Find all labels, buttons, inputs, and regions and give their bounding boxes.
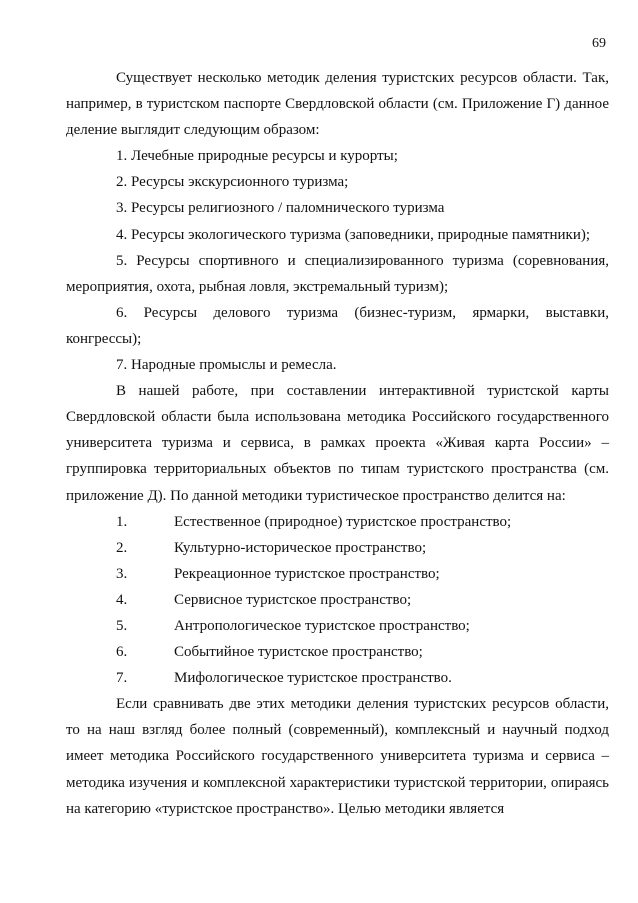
list-item-text: Рекреационное туристское пространство;: [174, 565, 440, 582]
list-item: [66, 535, 609, 561]
method-paragraph: В нашей работе, при составлении интерактивной туристской карты Свердловской области была использована методика Российского государственного университета туризма и сервиса, в рамках проекта «Живая карта России» – группировка территориальных объектов по типам туристского пространства (см. приложение Д). По данной методики туристическое пространство делится на:: [66, 383, 609, 504]
body-text: [66, 65, 609, 822]
list-item: 1. Лечебные природные ресурсы и курорты;: [116, 148, 398, 165]
resource-list: [66, 143, 609, 378]
list-item-number: 4.: [116, 591, 128, 608]
list-item-text: Культурно-историческое пространство;: [174, 539, 427, 556]
conclusion-paragraph: Если сравнивать две этих методики деления туристских ресурсов области, то на наш взгляд более полный (современный), комплексный и научный подход имеет методика Российского государственного университета туризма и сервиса – методика изучения и комплексной характеристики туристской территории, опираясь на категорию «туристское пространство». Целью методики является: [66, 696, 609, 817]
list-item: [66, 639, 609, 665]
space-type-list: [66, 509, 609, 692]
list-item-number: 6.: [116, 644, 128, 661]
list-item: [66, 561, 609, 587]
list-item: 7. Народные промыслы и ремесла.: [116, 357, 337, 374]
list-item-text: Мифологическое туристское пространство.: [174, 670, 452, 687]
list-item-text: Естественное (природное) туристское пространство;: [174, 513, 512, 530]
list-item-number: 2.: [116, 539, 128, 556]
list-item: [66, 587, 609, 613]
list-item: [66, 665, 609, 691]
list-item: [66, 509, 609, 535]
list-item-number: 3.: [116, 565, 128, 582]
intro-paragraph: Существует несколько методик деления туристских ресурсов области. Так, например, в туристском паспорте Свердловской области (см. Приложение Г) данное деление выглядит следующим образом:: [66, 70, 609, 139]
list-item: 2. Ресурсы экскурсионного туризма;: [116, 174, 349, 191]
list-item: [66, 613, 609, 639]
list-item-number: 7.: [116, 670, 128, 687]
page-number: 69: [592, 36, 606, 51]
list-item-number: 1.: [116, 513, 128, 530]
list-item-number: 5.: [116, 617, 128, 634]
list-item-text: Сервисное туристское пространство;: [174, 591, 412, 608]
list-item: 3. Ресурсы религиозного / паломнического туризма: [116, 200, 445, 217]
list-item: 4. Ресурсы экологического туризма (заповедники, природные памятники);: [116, 226, 591, 243]
list-item: 6. Ресурсы делового туризма (бизнес-туризм, ярмарки, выставки, конгрессы);: [66, 304, 609, 347]
list-item: 5. Ресурсы спортивного и специализированного туризма (соревнования, мероприятия, охота, рыбная ловля, экстремальный туризм);: [66, 252, 609, 295]
list-item-text: Антропологическое туристское пространство;: [174, 617, 470, 634]
list-item-text: Событийное туристское пространство;: [174, 644, 423, 661]
